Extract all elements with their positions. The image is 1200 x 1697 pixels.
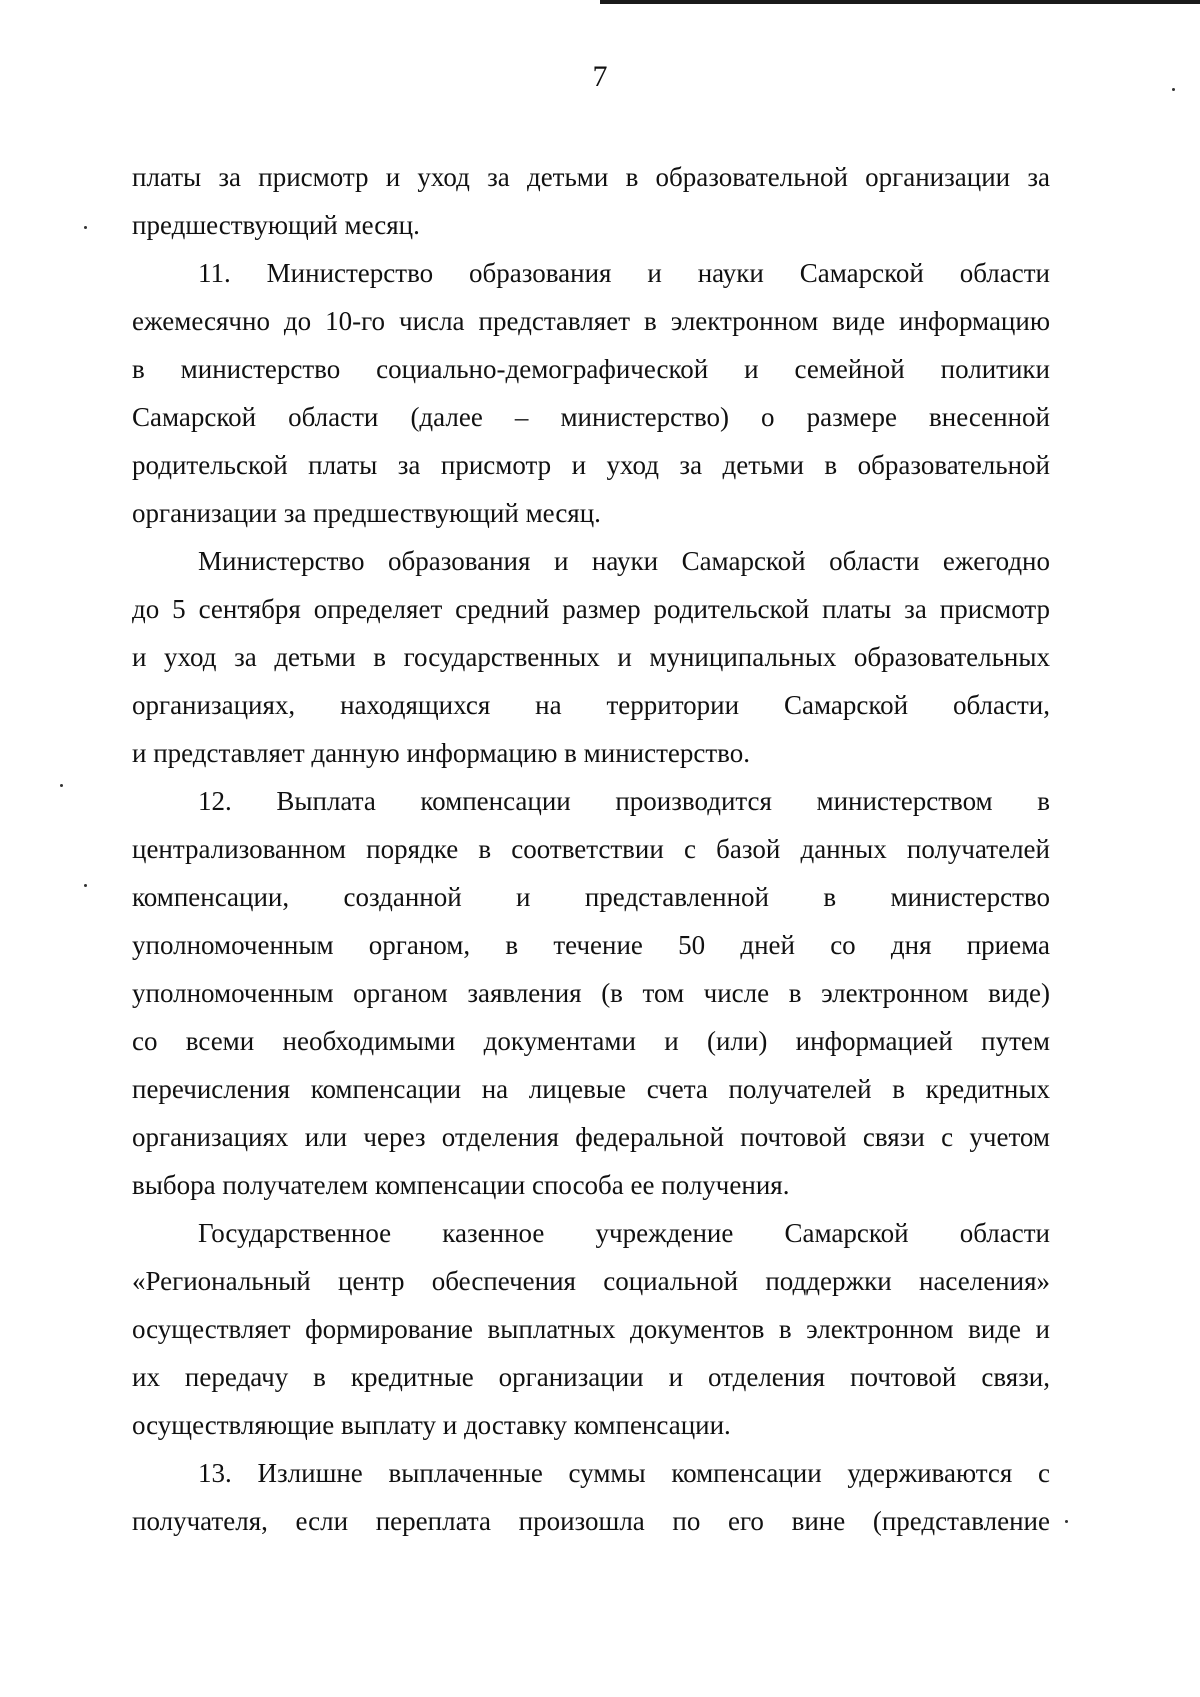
text-line: в министерство социально-демографической и семейной политики — [132, 354, 1050, 384]
scan-speck — [84, 884, 87, 887]
text-line: со всеми необходимыми документами и (или) информацией путем — [132, 1026, 1050, 1056]
text-line: осуществляет формирование выплатных документов в электронном виде и — [132, 1314, 1050, 1344]
page-number: 7 — [592, 60, 608, 93]
text-line: родительской платы за присмотр и уход за детьми в образовательной — [132, 450, 1050, 480]
text-line: и представляет данную информацию в министерство. — [132, 738, 750, 768]
text-line: централизованном порядке в соответствии с базой данных получателей — [132, 834, 1050, 864]
text-line: уполномоченным органом заявления (в том числе в электронном виде) — [132, 978, 1050, 1008]
text-line: 11. Министерство образования и науки Самарской области — [198, 258, 1050, 288]
text-line: платы за присмотр и уход за детьми в образовательной организации за — [132, 162, 1050, 192]
text-line: получателя, если переплата произошла по его вине (представление — [132, 1506, 1050, 1536]
text-line: уполномоченным органом, в течение 50 дней со дня приема — [132, 930, 1050, 960]
text-line: «Региональный центр обеспечения социальной поддержки населения» — [132, 1266, 1050, 1296]
text-line: компенсации, созданной и представленной в министерство — [132, 882, 1050, 912]
text-line: организациях или через отделения федеральной почтовой связи с учетом — [132, 1122, 1050, 1152]
text-line: Министерство образования и науки Самарской области ежегодно — [198, 546, 1050, 576]
text-line: ежемесячно до 10-го числа представляет в электронном виде информацию — [132, 306, 1050, 336]
text-line: организациях, находящихся на территории Самарской области, — [132, 690, 1050, 720]
text-line: 12. Выплата компенсации производится министерством в — [198, 786, 1050, 816]
text-line: организации за предшествующий месяц. — [132, 498, 601, 528]
text-line: до 5 сентября определяет средний размер родительской платы за присмотр — [132, 594, 1050, 624]
scan-top-edge — [600, 0, 1200, 4]
text-line: их передачу в кредитные организации и отделения почтовой связи, — [132, 1362, 1050, 1392]
document-body — [132, 153, 1050, 1545]
scan-speck — [1172, 88, 1175, 91]
text-line: предшествующий месяц. — [132, 210, 420, 240]
scan-speck — [84, 226, 87, 229]
text-line: 13. Излишне выплаченные суммы компенсации удерживаются с — [198, 1458, 1050, 1488]
scan-speck — [1065, 1520, 1068, 1523]
text-line: выбора получателем компенсации способа ее получения. — [132, 1170, 790, 1200]
text-line: осуществляющие выплату и доставку компенсации. — [132, 1410, 731, 1440]
scan-speck — [60, 784, 63, 787]
text-line: перечисления компенсации на лицевые счета получателей в кредитных — [132, 1074, 1050, 1104]
text-line: Самарской области (далее – министерство) о размере внесенной — [132, 402, 1050, 432]
text-line: и уход за детьми в государственных и муниципальных образовательных — [132, 642, 1050, 672]
text-line: Государственное казенное учреждение Самарской области — [198, 1218, 1050, 1248]
